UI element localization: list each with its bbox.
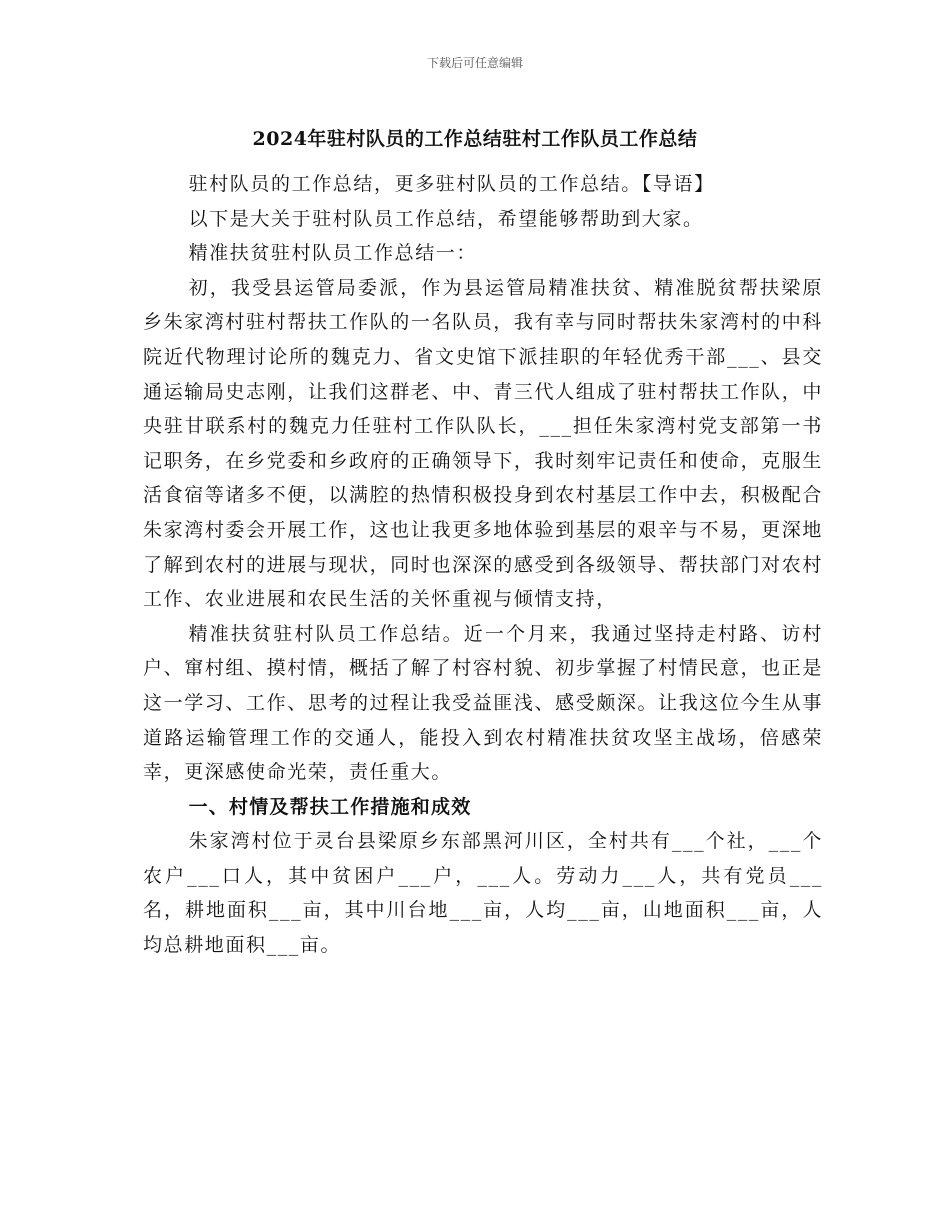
- paragraph: 精准扶贫驻村队员工作总结。近一个月来，我通过坚持走村路、访村户、窜村组、摸村情，概括了解了村容村貌、初步掌握了村情民意，也正是这一学习、工作、思考的过程让我受益匪浅、感受颇深。让我这位今生从事道路运输管理工作的交通人，能投入到农村精准扶贫攻坚主战场，倍感荣幸，更深感使命光荣，责任重大。: [143, 622, 823, 784]
- document-title: 2024年驻村队员的工作总结驻村工作队员工作总结: [252, 128, 698, 150]
- document-body: [143, 167, 823, 963]
- header-note: 下载后可任意编辑: [426, 56, 523, 70]
- paragraph: 驻村队员的工作总结，更多驻村队员的工作总结。【导语】: [188, 173, 715, 195]
- paragraph: 初，我受县运管局委派，作为县运管局精准扶贫、精准脱贫帮扶梁原乡朱家湾村驻村帮扶工作队的一名队员，我有幸与同时帮扶朱家湾村的中科院近代物理讨论所的魏克力、省文史馆下派挂职的年轻优秀干部___、县交通运输局史志刚，让我们这群老、中、青三代人组成了驻村帮扶工作队，中央驻甘联系村的魏克力任驻村工作队队长，___担任朱家湾村党支部第一书记职务，在乡党委和乡政府的正确领导下，我时刻牢记责任和使命，克服生活食宿等诸多不便，以满腔的热情积极投身到农村基层工作中去，积极配合朱家湾村委会开展工作，这也让我更多地体验到基层的艰辛与不易，更深地了解到农村的进展与现状，同时也深深的感受到各级领导、帮扶部门对农村工作、农业进展和农民生活的关怀重视与倾情支持，: [143, 276, 823, 611]
- paragraph: 以下是大关于驻村队员工作总结，希望能够帮助到大家。: [188, 207, 704, 230]
- paragraph: 精准扶贫驻村队员工作总结一：: [188, 242, 477, 265]
- section-heading: 一、村情及帮扶工作措施和成效: [188, 795, 472, 818]
- paragraph: 朱家湾村位于灵台县梁原乡东部黑河川区，全村共有___个社，___个农户___口人，其中贫困户___户，___人。劳动力___人，共有党员___名，耕地面积___亩，其中川台地___亩，人均___亩，山地面积___亩，人均总耕地面积___亩。: [143, 830, 823, 957]
